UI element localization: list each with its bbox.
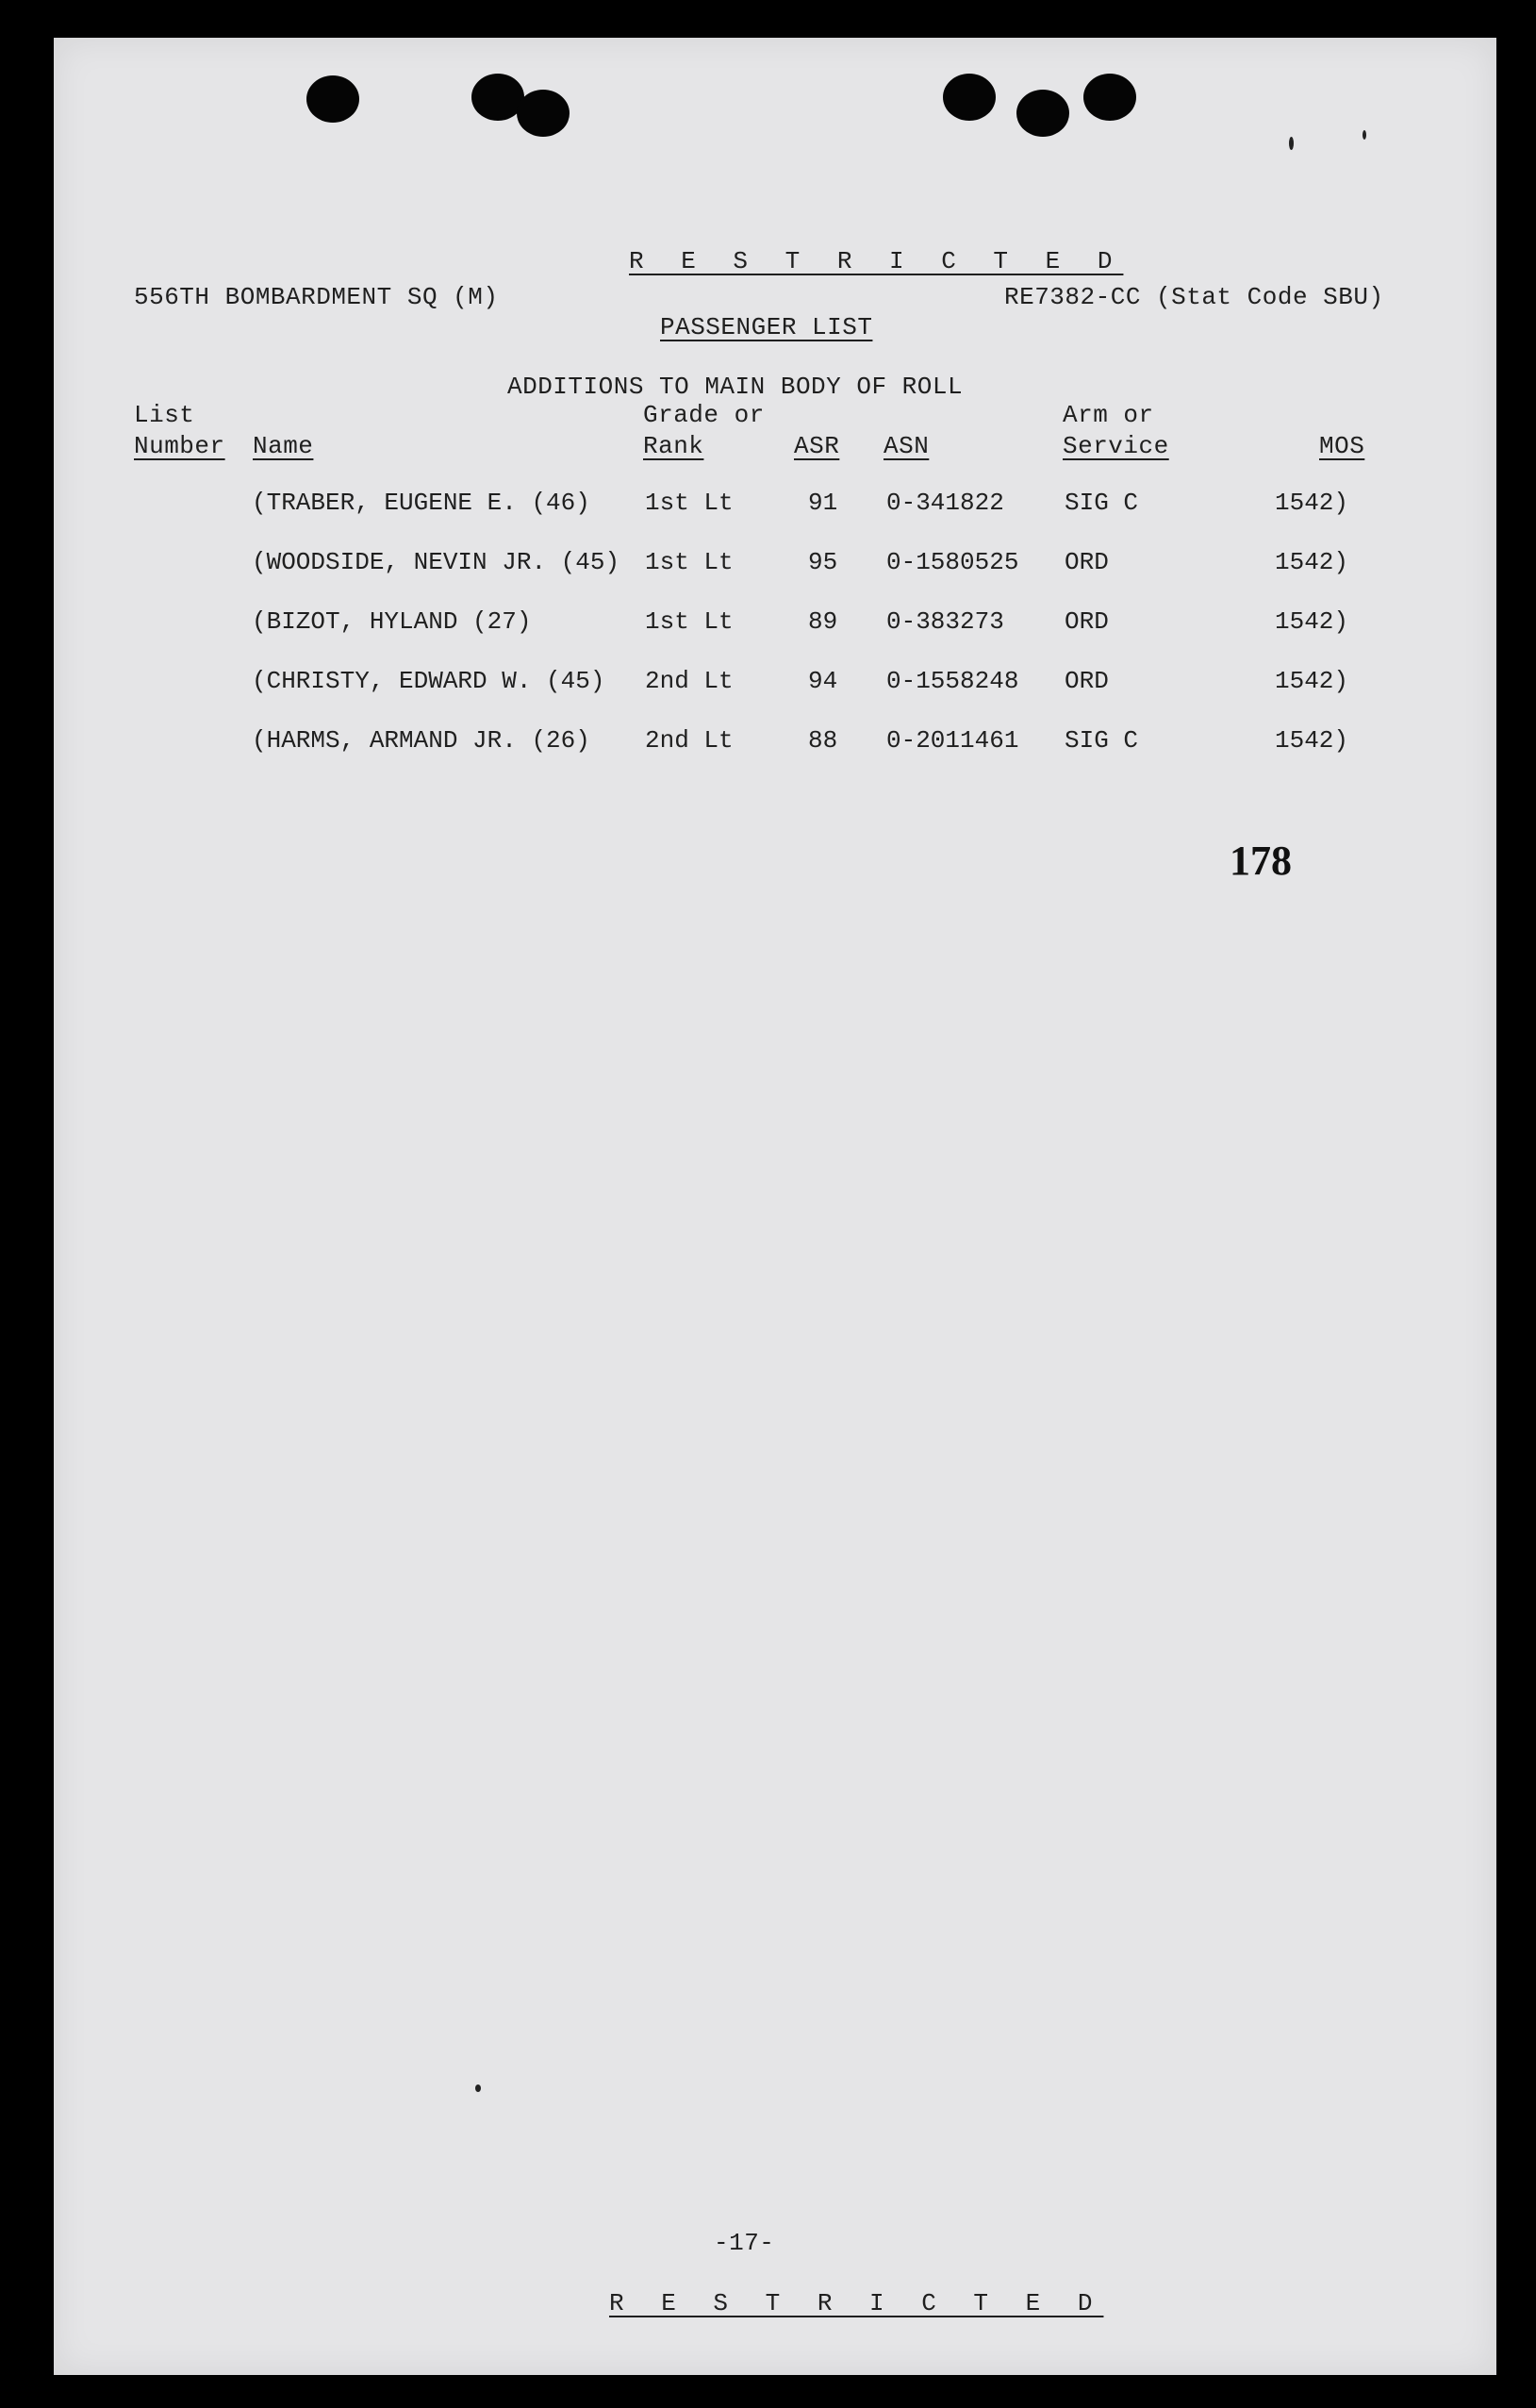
page-number: -17- xyxy=(714,2229,775,2257)
passenger-arm: ORD xyxy=(1065,667,1109,695)
passenger-rank: 1st Lt xyxy=(645,607,734,636)
ink-speck xyxy=(1363,130,1366,140)
passenger-asr: 91 xyxy=(808,489,838,517)
col-name: Name xyxy=(253,432,314,460)
col-asn: ASN xyxy=(884,432,930,460)
passenger-name: (HARMS, ARMAND JR. (26) xyxy=(252,726,590,755)
passenger-asr: 89 xyxy=(808,607,838,636)
passenger-mos: 1542) xyxy=(1275,607,1349,636)
table-row xyxy=(54,489,1496,523)
punch-hole xyxy=(943,74,996,121)
classification-top: R E S T R I C T E D xyxy=(629,247,1124,275)
passenger-mos: 1542) xyxy=(1275,667,1349,695)
ink-speck xyxy=(475,2084,481,2092)
punch-hole xyxy=(1083,74,1136,121)
passenger-asn: 0-1558248 xyxy=(886,667,1019,695)
passenger-mos: 1542) xyxy=(1275,489,1349,517)
classification-bottom: R E S T R I C T E D xyxy=(609,2289,1104,2317)
punch-hole xyxy=(306,75,359,123)
passenger-asr: 88 xyxy=(808,726,838,755)
passenger-asr: 95 xyxy=(808,548,838,576)
passenger-name: (WOODSIDE, NEVIN JR. (45) xyxy=(252,548,620,576)
passenger-mos: 1542) xyxy=(1275,548,1349,576)
passenger-mos: 1542) xyxy=(1275,726,1349,755)
col-list-number-line1: List xyxy=(134,401,195,429)
passenger-arm: ORD xyxy=(1065,548,1109,576)
table-row xyxy=(54,607,1496,641)
passenger-arm: SIG C xyxy=(1065,489,1139,517)
document-page xyxy=(54,38,1496,2375)
passenger-name: (CHRISTY, EDWARD W. (45) xyxy=(252,667,605,695)
table-row xyxy=(54,726,1496,760)
col-asr: ASR xyxy=(794,432,840,460)
ink-speck xyxy=(1289,137,1294,150)
col-arm-line1: Arm or xyxy=(1063,401,1154,429)
passenger-rank: 2nd Lt xyxy=(645,667,734,695)
passenger-name: (BIZOT, HYLAND (27) xyxy=(252,607,532,636)
passenger-arm: SIG C xyxy=(1065,726,1139,755)
reference-code: RE7382-CC (Stat Code SBU) xyxy=(1004,283,1384,311)
col-grade-line1: Grade or xyxy=(643,401,765,429)
passenger-arm: ORD xyxy=(1065,607,1109,636)
passenger-rank: 1st Lt xyxy=(645,489,734,517)
col-list-number-line2: Number xyxy=(134,432,225,460)
section-subtitle: ADDITIONS TO MAIN BODY OF ROLL xyxy=(507,373,964,401)
col-mos: MOS xyxy=(1319,432,1365,460)
passenger-asn: 0-2011461 xyxy=(886,726,1019,755)
punch-hole xyxy=(517,90,570,137)
passenger-asr: 94 xyxy=(808,667,838,695)
passenger-asn: 0-383273 xyxy=(886,607,1004,636)
passenger-rank: 1st Lt xyxy=(645,548,734,576)
unit-name: 556TH BOMBARDMENT SQ (M) xyxy=(134,283,499,311)
passenger-asn: 0-1580525 xyxy=(886,548,1019,576)
document-title: PASSENGER LIST xyxy=(660,313,873,341)
passenger-asn: 0-341822 xyxy=(886,489,1004,517)
stamped-page-number: 178 xyxy=(1230,838,1292,884)
col-arm-line2: Service xyxy=(1063,432,1169,460)
table-row xyxy=(54,548,1496,582)
col-grade-line2: Rank xyxy=(643,432,704,460)
table-row xyxy=(54,667,1496,701)
passenger-name: (TRABER, EUGENE E. (46) xyxy=(252,489,590,517)
passenger-rank: 2nd Lt xyxy=(645,726,734,755)
punch-hole xyxy=(1016,90,1069,137)
